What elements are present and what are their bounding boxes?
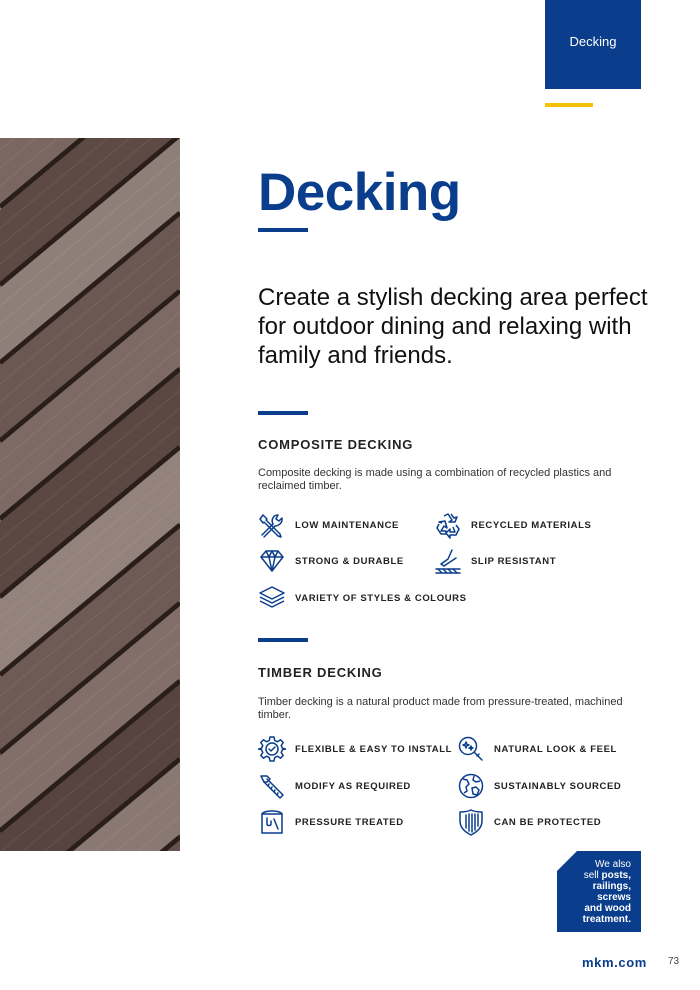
feature-recycled-materials [434,511,591,539]
decking-photo [0,138,180,851]
title-rule [258,228,308,232]
page-number: 73 [668,956,680,967]
feature-can-be-protected [457,808,601,836]
section-tab [545,0,641,89]
slip-icon [434,547,462,575]
diamond-icon [258,547,286,575]
section-tab-accent [545,103,593,107]
feature-label: SLIP RESISTANT [471,555,557,567]
promo-line [557,870,631,881]
promo-line [557,892,631,903]
feature-label: VARIETY OF STYLES & COLOURS [295,592,467,604]
promo-bold: posts, [601,870,631,881]
composite-heading: COMPOSITE DECKING [258,437,414,452]
feature-low-maintenance [258,511,399,539]
feature-pressure-treated [258,808,404,836]
promo-line [557,914,631,925]
page-title: Decking [258,163,461,222]
feature-sustainably-sourced [457,772,621,800]
intro-text: Create a stylish decking area perfect for outdoor dining and relaxing with family and friends. [258,284,648,369]
feature-label: RECYCLED MATERIALS [471,519,592,531]
feature-variety-styles [258,584,467,612]
recycle-icon [434,511,462,539]
feature-modify [258,772,411,800]
feature-label: NATURAL LOOK & FEEL [494,743,617,755]
feature-strong-durable [258,547,404,575]
timber-heading: TIMBER DECKING [258,665,383,680]
magnifier-sparkle-icon [457,735,485,763]
promo-line: We also [595,859,631,870]
timber-rule [258,638,308,642]
promo-text: sell [583,870,602,881]
saw-icon [258,772,286,800]
feature-label: CAN BE PROTECTED [494,816,602,828]
feature-natural-look [457,735,617,763]
composite-rule [258,411,308,415]
feature-label: STRONG & DURABLE [295,555,404,567]
paint-tin-icon [258,808,286,836]
feature-label: LOW MAINTENANCE [295,519,399,531]
section-tab-label: Decking [569,34,617,49]
promo-bold: railings, [592,881,631,892]
promo-bold: treatment. [582,914,631,925]
promo-line [557,881,631,892]
promo-notch [557,851,577,871]
tools-icon [258,511,286,539]
timber-description: Timber decking is a natural product made from pressure-treated, machined timber. [258,696,623,721]
layers-icon [258,584,286,612]
feature-flexible-install [258,735,452,763]
website-link[interactable]: mkm.com [582,955,647,970]
feature-slip-resistant [434,547,556,575]
promo-bold: and wood [584,903,631,914]
feature-label: MODIFY AS REQUIRED [295,780,411,792]
promo-line [557,903,631,914]
globe-icon [457,772,485,800]
feature-label: FLEXIBLE & EASY TO INSTALL [295,743,453,755]
feature-label: SUSTAINABLY SOURCED [494,780,622,792]
shield-icon [457,808,485,836]
gear-check-icon [258,735,286,763]
feature-label: PRESSURE TREATED [295,816,404,828]
composite-description: Composite decking is made using a combination of recycled plastics and reclaimed timber. [258,467,612,492]
promo-bold: screws [597,892,631,903]
